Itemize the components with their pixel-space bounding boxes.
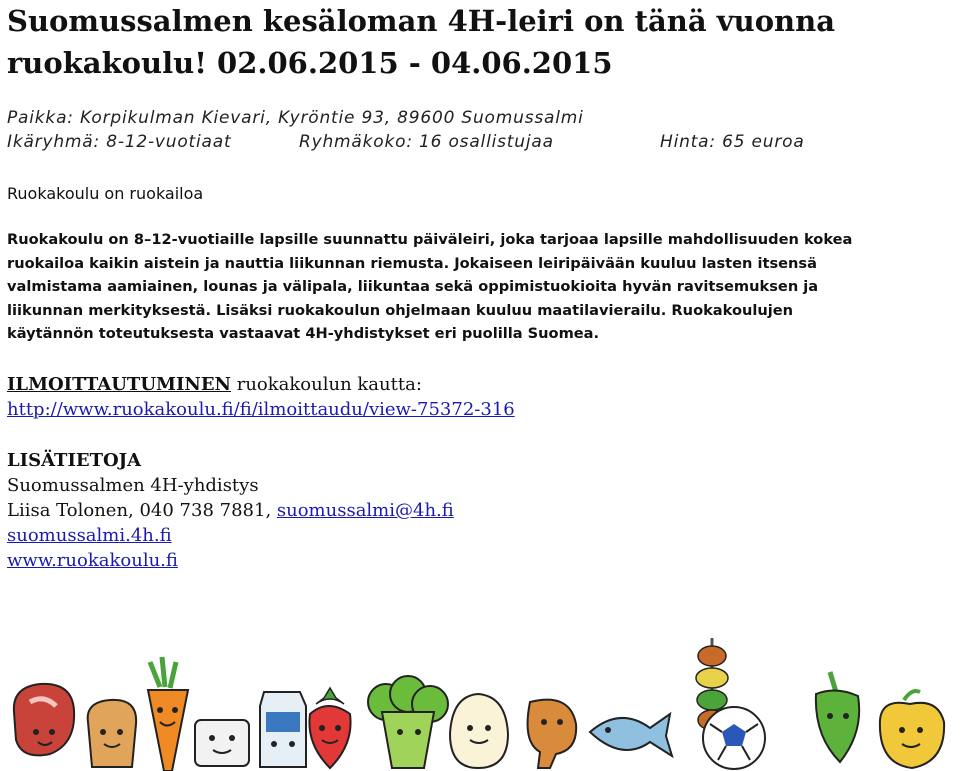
- egg-icon: [450, 694, 508, 768]
- details-row: [7, 130, 955, 154]
- description-line: Ruokakoulu on 8–12-vuotiaille lapsille suunnattu päiväleiri, joka tarjoaa lapsille mahdollisuuden kokea: [7, 231, 853, 248]
- chicken-leg-icon: [528, 700, 577, 768]
- more-info: [7, 448, 955, 573]
- place-info: Paikka: Korpikulman Kievari, Kyröntie 93, 89600 Suomussalmi: [7, 108, 584, 128]
- apple-icon: [880, 691, 944, 768]
- lettuce-icon: [368, 676, 448, 768]
- fish-icon: [590, 714, 672, 756]
- flyer: [7, 0, 955, 573]
- age-group: Ikäryhmä: 8-12-vuotiaat: [7, 132, 232, 152]
- email-link[interactable]: suomussalmi@4h.fi: [276, 499, 454, 521]
- milk-carton-icon: [260, 692, 306, 767]
- title-line-1: Suomussalmen kesäloman 4H-leiri on tänä vuonna: [7, 4, 836, 38]
- description-line: ruokailoa kaikin aistein ja nauttia liikunnan riemusta. Jokaiseen leiripäivään kuuluu lasten itsensä: [7, 254, 817, 272]
- description-line: käytännön toteutuksesta vastaavat 4H-yhdistykset eri puolilla Suomea.: [7, 325, 600, 343]
- registration-heading: ILMOITTAUTUMINEN: [7, 373, 231, 395]
- price: Hinta: 65 euroa: [660, 132, 805, 152]
- description-line: valmistama aamiainen, lounas ja välipala, liikuntaa sekä oppimistuokioita hyvän ravitsemuksen ja: [7, 278, 819, 296]
- pepper-icon: [816, 672, 859, 762]
- pot-icon: [195, 720, 249, 766]
- organization: Suomussalmen 4H-yhdistys: [7, 474, 259, 496]
- strawberry-icon: [309, 688, 350, 768]
- registration: [7, 372, 955, 422]
- registration-link[interactable]: http://www.ruokakoulu.fi/fi/ilmoittaudu/view-75372-316: [7, 398, 515, 420]
- bread-icon: [88, 700, 136, 767]
- food-illustration: [10, 632, 958, 771]
- carrot-icon: [148, 657, 188, 771]
- website-link-ruokakoulu[interactable]: www.ruokakoulu.fi: [7, 549, 178, 571]
- contact-person: Liisa Tolonen, 040 738 7881,: [7, 499, 277, 521]
- description-line: liikunnan merkityksestä. Lisäksi ruokakoulun ohjelmaan kuuluu maatilavierailu. Ruokakoulujen: [7, 301, 794, 319]
- football-icon: [703, 707, 765, 769]
- page-title: [7, 0, 955, 84]
- group-size: Ryhmäkoko: 16 osallistujaa: [299, 132, 554, 152]
- steak-icon: [14, 684, 74, 756]
- description: [7, 228, 955, 346]
- website-link-4h[interactable]: suomussalmi.4h.fi: [7, 524, 172, 546]
- registration-text: ruokakoulun kautta:: [231, 373, 422, 395]
- subheading: Ruokakoulu on ruokailoa: [7, 184, 204, 203]
- more-info-heading: LISÄTIETOJA: [7, 449, 142, 471]
- title-line-2: ruokakoulu! 02.06.2015 - 04.06.2015: [7, 46, 613, 80]
